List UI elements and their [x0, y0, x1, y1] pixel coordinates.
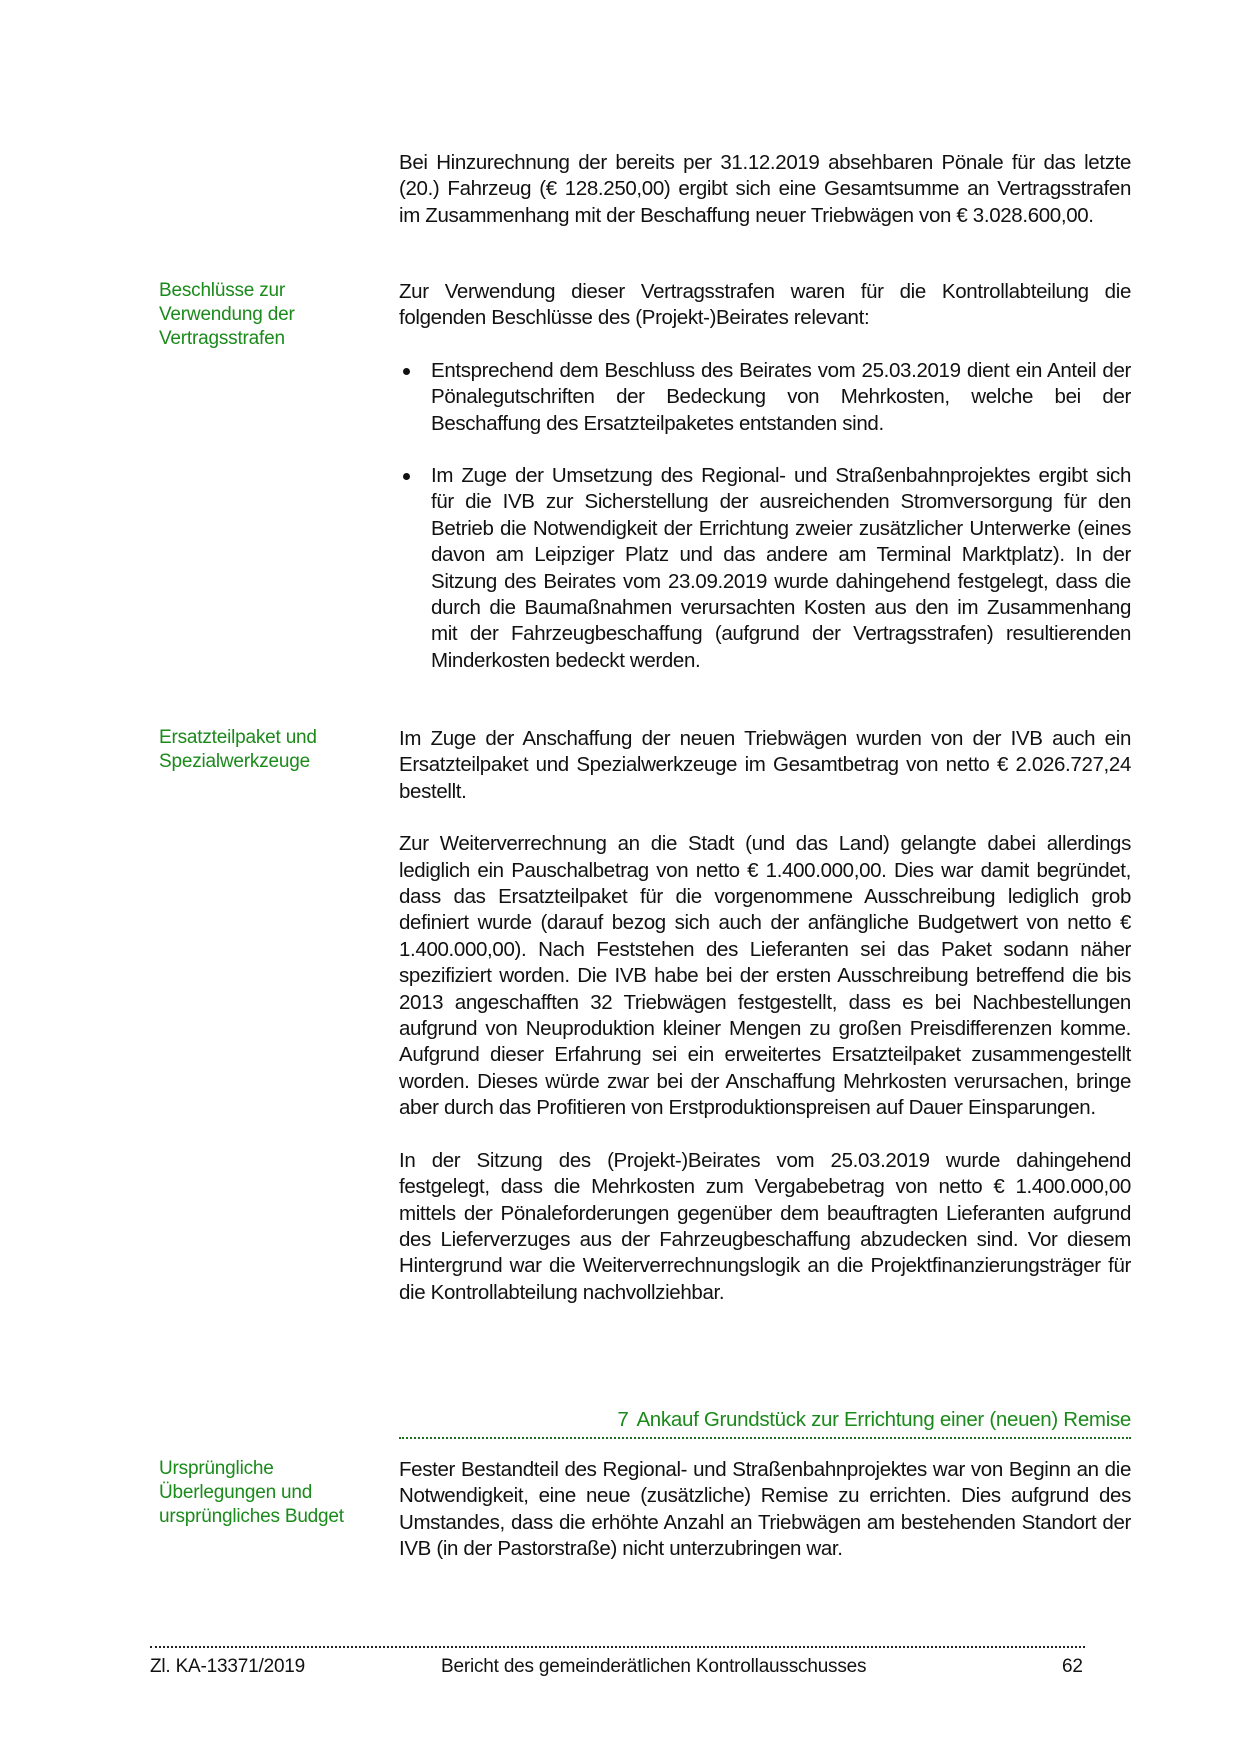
bullet-icon [403, 473, 410, 480]
paragraph: Zur Weiterverrechnung an die Stadt (und das Land) gelangte dabei allerdings lediglich ein Pauschalbetrag von netto € 1.400.000,00. Dies war damit begründet, dass das Ersatzteilpaket für die vorgenommene Ausschreibung lediglich grob definiert wurde (darauf bezog sich auch der anfängliche Budgetwert von netto € 1.400.000,00). Nach Feststehen des Lieferanten sei das Paket sodann näher spezifiziert worden. Die IVB habe bei der ersten Ausschreibung betreffend die bis 2013 angeschafften 32 Triebwägen festgestellt, dass es bei Nachbestellungen aufgrund von Neuproduktion kleiner Mengen zu großen Preisdifferenzen komme. Aufgrund dieser Erfahrung sei ein erweitertes Ersatzteilpaket zusammengestellt worden. Dieses würde zwar bei der Anschaffung Mehrkosten verursachen, bringe aber durch das Profitieren von Erstproduktionspreisen auf Dauer Einsparungen. [399, 832, 1131, 1120]
footer-divider [150, 1646, 1085, 1648]
bullet-list [399, 358, 1131, 674]
main-text [399, 150, 1131, 229]
main-text [399, 279, 1131, 674]
section-heading [399, 1407, 1131, 1439]
margin-label: Ersatzteilpaket und Spezialwerkzeuge [159, 727, 317, 772]
main-text [399, 726, 1131, 1306]
bullet-icon [403, 368, 410, 375]
paragraph: Zur Verwendung dieser Vertragsstrafen waren für die Kontrollabteilung die folgenden Beschlüsse des (Projekt-)Beirates relevant: [399, 280, 1131, 330]
margin-label: Ursprüngliche Überlegungen und ursprüngliches Budget [159, 1458, 344, 1527]
list-item-text: Entsprechend dem Beschluss des Beirates vom 25.03.2019 dient ein Anteil der Pönalegutschriften der Bedeckung von Mehrkosten, welche bei der Beschaffung des Ersatzteilpaketes entstanden sind. [431, 358, 1131, 435]
main-text [399, 1457, 1131, 1563]
margin-label: Beschlüsse zur Verwendung der Vertragsstrafen [159, 280, 295, 349]
paragraph: Im Zuge der Anschaffung der neuen Triebwägen wurden von der IVB auch ein Ersatzteilpaket und Spezialwerkzeuge im Gesamtbetrag von netto € 2.026.727,24 bestellt. [399, 727, 1131, 803]
list-item-text: Im Zuge der Umsetzung des Regional- und Straßenbahnprojektes ergibt sich für die IVB zur Sicherstellung der ausreichenden Stromversorgung für den Betrieb die Notwendigkeit der Errichtung zweier zusätzlicher Unterwerke (eines davon am Leipziger Platz und das andere am Terminal Marktplatz). In der Sitzung des Beirates vom 23.09.2019 wurde dahingehend festgelegt, dass die durch die Baumaßnahmen verursachten Kosten aus den im Zusammenhang mit der Fahrzeugbeschaffung (aufgrund der Vertragsstrafen) resultierenden Minderkosten bedeckt werden. [431, 464, 1131, 672]
paragraph: In der Sitzung des (Projekt-)Beirates vom 25.03.2019 wurde dahingehend festgelegt, dass die Mehrkosten zum Vergabebetrag von netto € 1.400.000,00 mittels der Pönaleforderungen gegenüber dem beauftragten Lieferanten aufgrund des Lieferverzuges aus der Fahrzeugbeschaffung abzudecken sind. Vor diesem Hintergrund war die Weiterverrechnungslogik an die Projektfinanzierungsträger für die Kontrollabteilung nachvollziehbar. [399, 1148, 1131, 1304]
list-item [399, 358, 1131, 437]
section-title: Ankauf Grundstück zur Errichtung einer (neuen) Remise [636, 1408, 1131, 1431]
list-item [399, 463, 1131, 674]
page-number: 62 [1062, 1656, 1083, 1677]
paragraph: Bei Hinzurechnung der bereits per 31.12.2019 absehbaren Pönale für das letzte (20.) Fahrzeug (€ 128.250,00) ergibt sich eine Gesamtsumme an Vertragsstrafen im Zusammenhang mit der Beschaffung neuer Triebwägen von € 3.028.600,00. [399, 151, 1131, 227]
footer-title: Bericht des gemeinderätlichen Kontrollausschusses [441, 1656, 867, 1677]
paragraph: Fester Bestandteil des Regional- und Straßenbahnprojektes war von Beginn an die Notwendigkeit, eine neue (zusätzliche) Remise zu errichten. Dies aufgrund des Umstandes, dass die erhöhte Anzahl an Triebwägen am bestehenden Standort der IVB (in der Pastorstraße) nicht unterzubringen war. [399, 1458, 1131, 1561]
section-number: 7 [617, 1408, 629, 1431]
footer-reference: Zl. KA-13371/2019 [150, 1656, 306, 1677]
